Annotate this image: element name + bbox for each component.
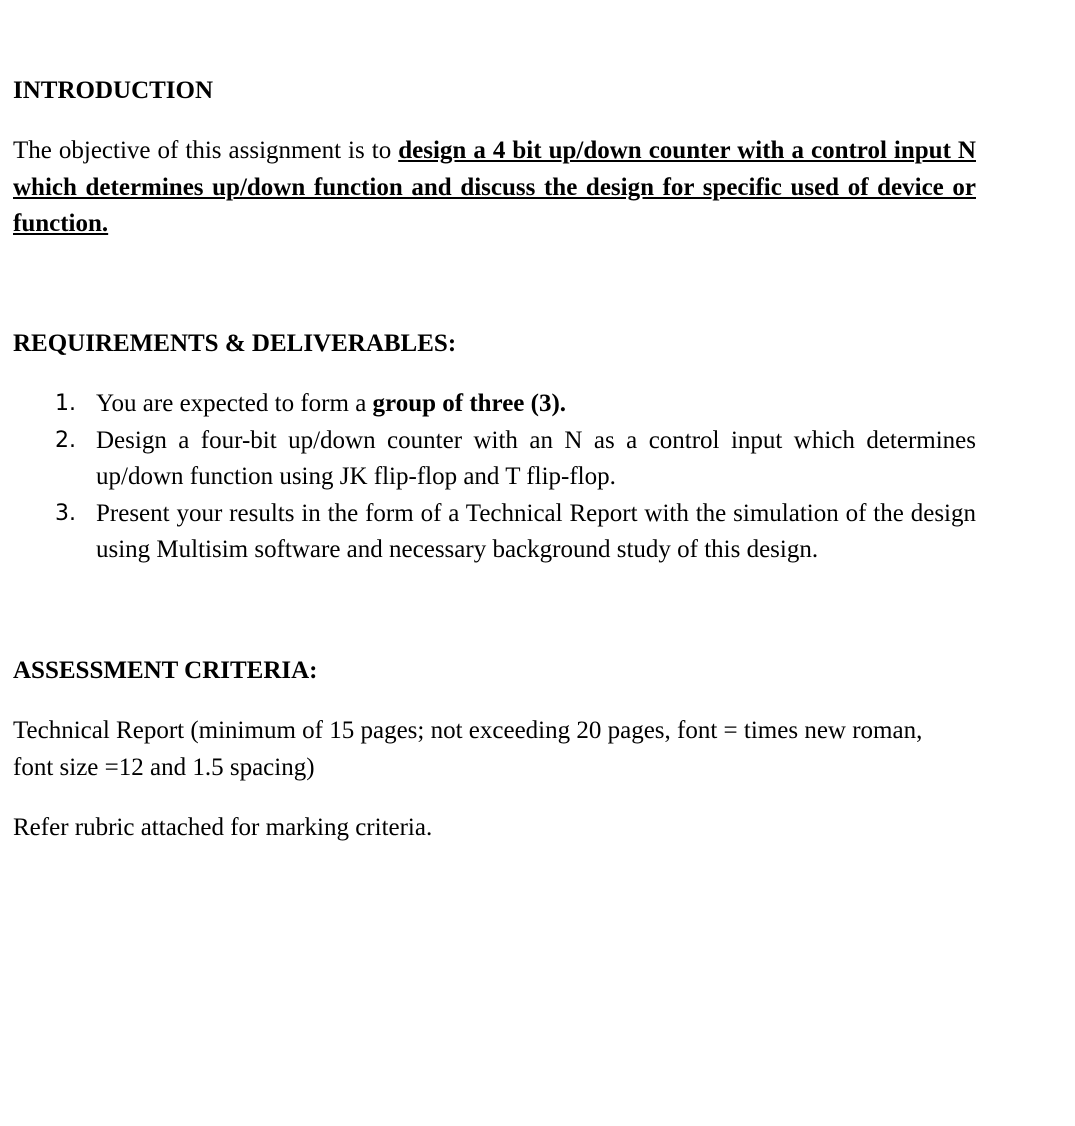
introduction-objective-emphasis: design a 4 bit up/down counter with a control input N which determines up/down function and discuss the design for specific used of device or function.: [13, 137, 976, 237]
requirement-number: 3.: [55, 500, 76, 526]
requirement-number: 1.: [55, 391, 76, 416]
requirement-text: Design a four-bit up/down counter with an N as a control input which determines up/down function using JK flip-flop and T flip-flop.: [96, 426, 976, 490]
requirement-item: [13, 386, 976, 423]
requirement-emphasis: group of three (3).: [372, 390, 567, 417]
assessment-report-paragraph: Technical Report (minimum of 15 pages; not exceeding 20 pages, font = times new roman, font size =12 and 1.5 spacing): [13, 717, 923, 781]
requirement-number: 2.: [55, 427, 76, 453]
requirement-item: [13, 496, 976, 569]
introduction-heading: INTRODUCTION: [13, 77, 214, 104]
introduction-paragraph: [13, 133, 976, 243]
assessment-rubric-paragraph: Refer rubric attached for marking criteria.: [13, 814, 433, 841]
assessment-heading: ASSESSMENT CRITERIA:: [13, 657, 318, 684]
introduction-text: The objective of this assignment is to: [13, 137, 399, 164]
requirement-item: [13, 423, 976, 496]
requirements-heading: REQUIREMENTS & DELIVERABLES:: [13, 330, 457, 357]
requirement-text: Present your results in the form of a Technical Report with the simulation of the design using Multisim software and necessary background study of this design.: [96, 499, 976, 563]
requirement-text: You are expected to form a: [96, 390, 373, 417]
requirements-list: [13, 386, 976, 569]
